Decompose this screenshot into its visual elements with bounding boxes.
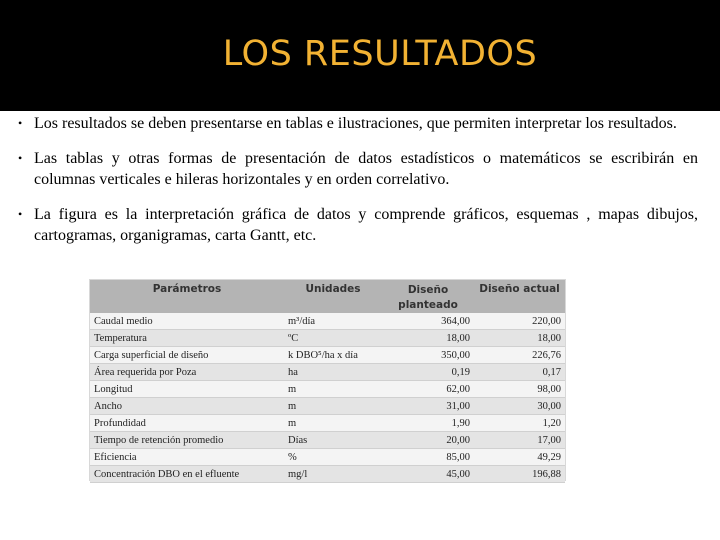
table-cell-planteado: 18,00: [382, 330, 474, 347]
table-cell-planteado: 0,19: [382, 364, 474, 381]
table-cell-param: Temperatura: [90, 330, 284, 347]
table-cell-planteado: 45,00: [382, 466, 474, 483]
table-row: [90, 466, 565, 483]
table-cell-planteado: 20,00: [382, 432, 474, 449]
table-cell-unit: Días: [284, 432, 382, 449]
table-row: [90, 347, 565, 364]
table-cell-actual: 98,00: [474, 381, 565, 398]
table-cell-param: Tiempo de retención promedio: [90, 432, 284, 449]
table-cell-param: Longitud: [90, 381, 284, 398]
table-row: [90, 364, 565, 381]
bullet-item: [18, 148, 698, 190]
column-header: Diseño actual: [474, 280, 565, 313]
table-cell-unit: k DBO⁵/ha x día: [284, 347, 382, 364]
table-cell-actual: 30,00: [474, 398, 565, 415]
bullet-text: La figura es la interpretación gráfica de datos y comprende gráficos, esquemas , mapas dibujos, cartogramas, organigramas, carta Gantt, etc.: [34, 206, 698, 244]
table-cell-param: Ancho: [90, 398, 284, 415]
table-cell-actual: 0,17: [474, 364, 565, 381]
bullet-text: Las tablas y otras formas de presentación de datos estadísticos o matemáticos se escribirán en columnas verticales e hileras horizontales y en orden correlativo.: [34, 150, 698, 188]
table-cell-unit: %: [284, 449, 382, 466]
bullet-item: [18, 113, 698, 134]
column-header: Unidades: [284, 280, 382, 313]
column-header: Parámetros: [90, 280, 284, 313]
bullet-text: Los resultados se deben presentarse en tablas e ilustraciones, que permiten interpretar los resultados.: [34, 115, 677, 132]
table-row: [90, 330, 565, 347]
table-cell-actual: 226,76: [474, 347, 565, 364]
column-header: Diseño planteado: [382, 280, 474, 313]
table-cell-actual: 1,20: [474, 415, 565, 432]
results-table-image: [89, 279, 566, 481]
table-cell-unit: ºC: [284, 330, 382, 347]
table-cell-actual: 220,00: [474, 313, 565, 330]
table-cell-actual: 49,29: [474, 449, 565, 466]
slide-title: LOS RESULTADOS: [222, 34, 538, 74]
table-header-row: [90, 280, 565, 313]
table-cell-unit: ha: [284, 364, 382, 381]
table-body: [90, 313, 565, 483]
table-row: [90, 432, 565, 449]
table-row: [90, 449, 565, 466]
table-cell-actual: 196,88: [474, 466, 565, 483]
bullet-list: [18, 113, 698, 260]
table-cell-param: Profundidad: [90, 415, 284, 432]
table-row: [90, 313, 565, 330]
table-cell-planteado: 62,00: [382, 381, 474, 398]
table-row: [90, 381, 565, 398]
table-row: [90, 415, 565, 432]
table-cell-actual: 18,00: [474, 330, 565, 347]
table-row: [90, 398, 565, 415]
table-cell-unit: mg/l: [284, 466, 382, 483]
bullet-icon: •: [18, 151, 23, 165]
table-cell-param: Eficiencia: [90, 449, 284, 466]
table-cell-param: Carga superficial de diseño: [90, 347, 284, 364]
title-banner: [0, 0, 720, 111]
table-cell-unit: m³/día: [284, 313, 382, 330]
table-cell-unit: m: [284, 398, 382, 415]
table-cell-planteado: 350,00: [382, 347, 474, 364]
table-cell-planteado: 31,00: [382, 398, 474, 415]
table-cell-planteado: 1,90: [382, 415, 474, 432]
table-cell-unit: m: [284, 415, 382, 432]
results-table: [90, 280, 565, 483]
table-cell-planteado: 364,00: [382, 313, 474, 330]
bullet-item: [18, 204, 698, 246]
table-cell-param: Concentración DBO en el efluente: [90, 466, 284, 483]
table-cell-param: Área requerida por Poza: [90, 364, 284, 381]
table-cell-unit: m: [284, 381, 382, 398]
table-cell-planteado: 85,00: [382, 449, 474, 466]
table-cell-actual: 17,00: [474, 432, 565, 449]
table-cell-param: Caudal medio: [90, 313, 284, 330]
bullet-icon: •: [18, 207, 23, 221]
bullet-icon: •: [18, 116, 23, 130]
